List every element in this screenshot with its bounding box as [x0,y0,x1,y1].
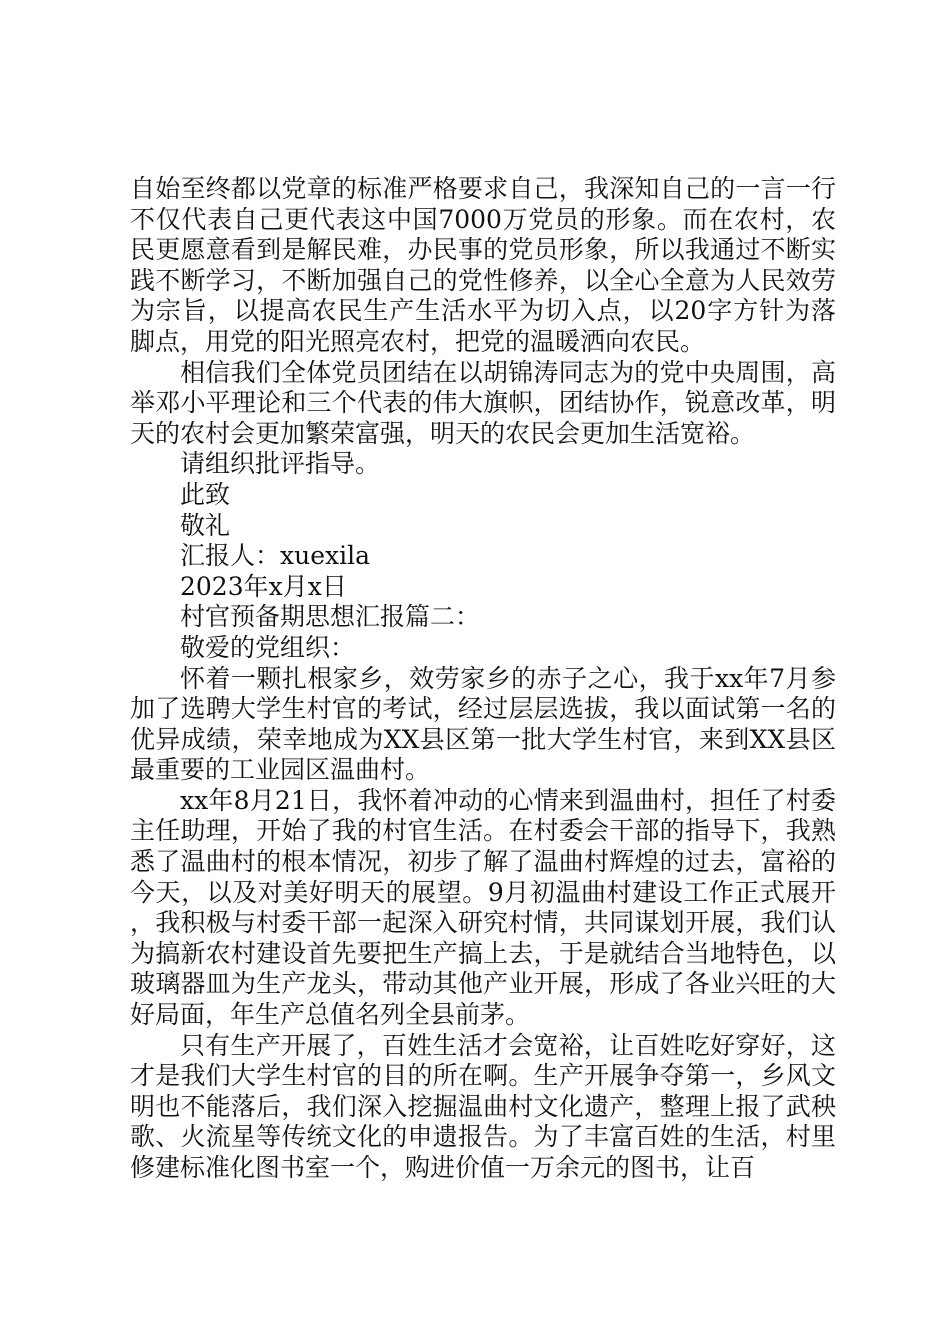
line-request-guidance: 请组织批评指导。 [180,449,381,479]
paragraph-selection: 怀着一颗扎根家乡，效劳家乡的赤子之心，我于xx年7月参加了选聘大学生村官的考试，经过层层选拔，我以面试第一名的优异成绩，荣幸地成为XX县区第一批大学生村官，来到XX县区最重要的工业园区温曲村。 [130,663,836,785]
line-regards: 敬礼 [180,510,231,540]
document-body [130,174,836,1184]
section-heading-part-two: 村官预备期思想汇报篇二： [180,602,481,632]
line-date: 2023年x月x日 [180,571,347,601]
line-reporter: 汇报人：xuexila [180,541,370,571]
paragraph-collective-belief: 相信我们全体党员团结在以胡锦涛同志为的党中央周围，高举邓小平理论和三个代表的伟大旗帜，团结协作，锐意改革，明天的农村会更加繁荣富强，明天的农民会更加生活宽裕。 [130,357,836,448]
paragraph-arrival: xx年8月21日，我怀着冲动的心情来到温曲村，担任了村委主任助理，开始了我的村官生活。在村委会干部的指导下，我熟悉了温曲村的根本情况，初步了解了温曲村辉煌的过去，富裕的今天，以及对美好明天的展望。9月初温曲村建设工作正式展开，我积极与村委干部一起深入研究村情，共同谋划开展，我们认为搞新农村建设首先要把生产搞上去，于是就结合当地特色，以玻璃器皿为生产龙头，带动其他产业开展，形成了各业兴旺的大好局面，年生产总值名列全县前茅。 [130,785,836,1030]
line-closing-salutation: 此致 [180,479,231,509]
paragraph-development: 只有生产开展了，百姓生活才会宽裕，让百姓吃好穿好，这才是我们大学生村官的目的所在啊。生产开展争夺第一，乡风文明也不能落后，我们深入挖掘温曲村文化遗产，整理上报了武秧歌、火流星等传统文化的申遗报告。为了丰富百姓的生活，村里修建标准化图书室一个，购进价值一万余元的图书，让百 [130,1030,836,1182]
paragraph-party-conduct: 自始至终都以党章的标准严格要求自己，我深知自己的一言一行不仅代表自己更代表这中国7000万党员的形象。而在农村，农民更愿意看到是解民难，办民事的党员形象，所以我通过不断实践不断学习，不断加强自己的党性修养，以全心全意为人民效劳为宗旨，以提高农民生产生活水平为切入点，以20字方针为落脚点，用党的阳光照亮农村，把党的温暖洒向农民。 [130,174,836,356]
line-greeting: 敬爱的党组织： [180,632,356,662]
